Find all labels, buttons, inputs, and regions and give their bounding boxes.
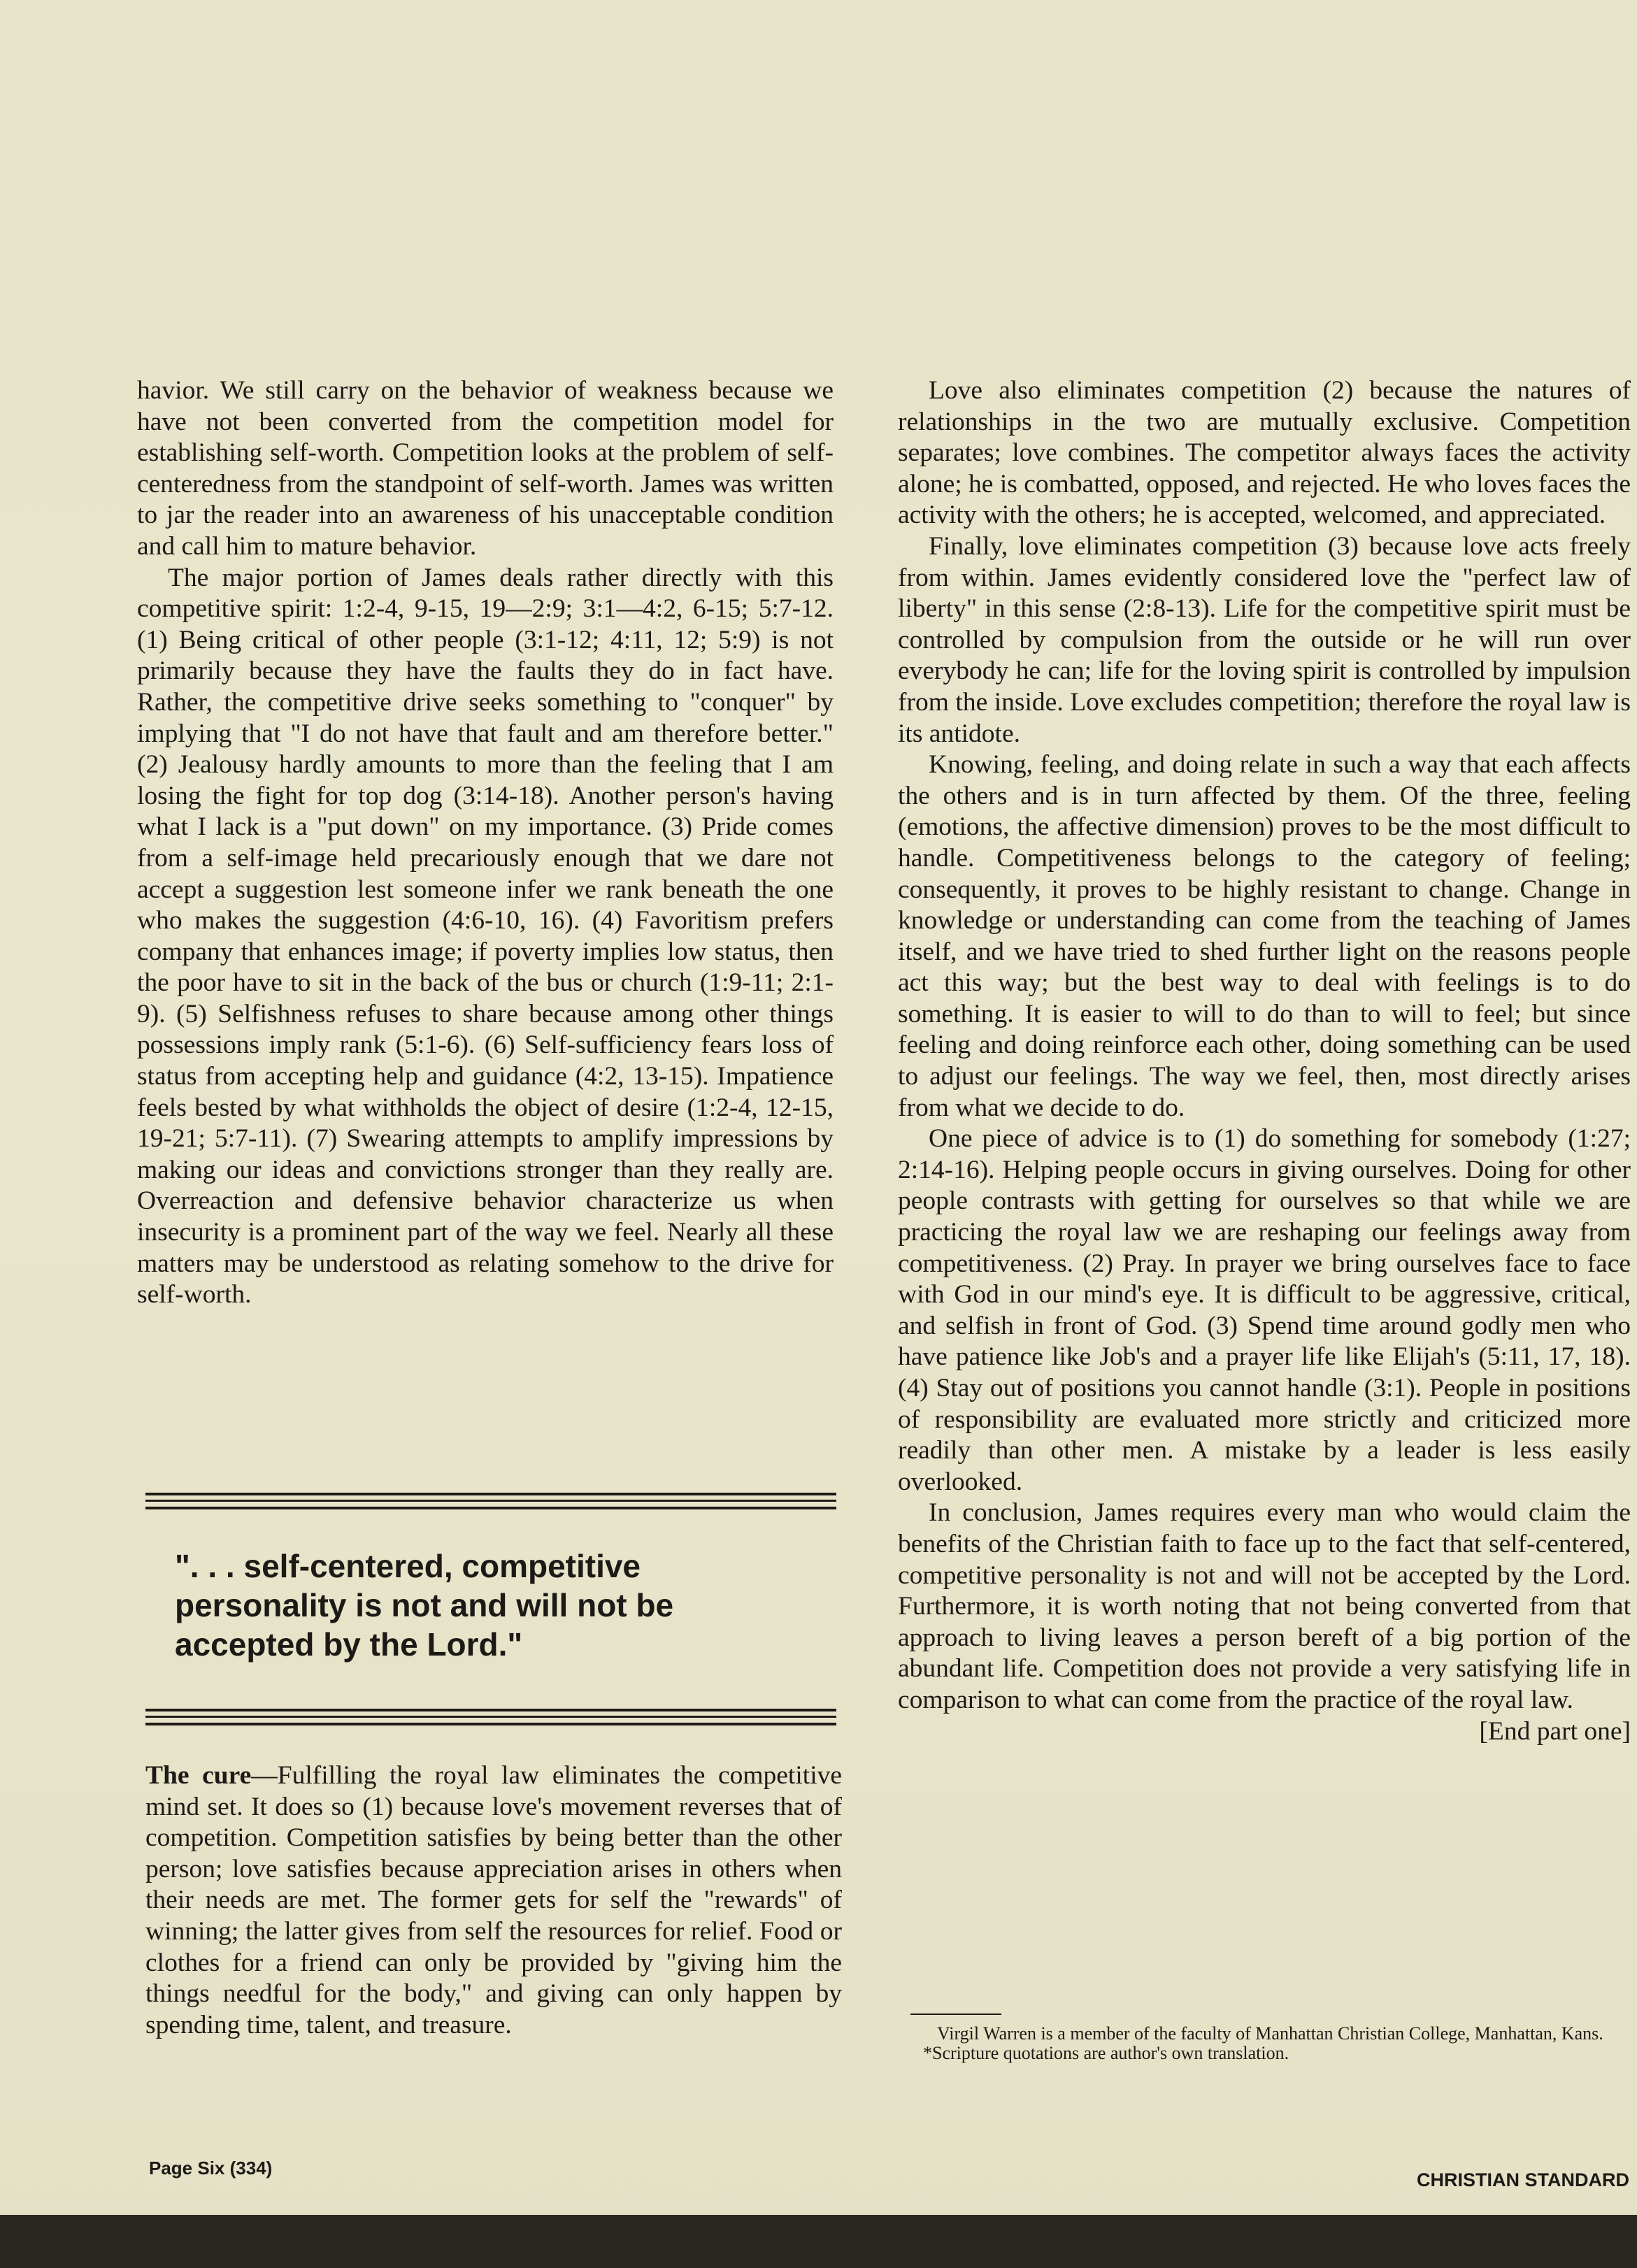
- pull-quote-top-rule: [145, 1493, 836, 1509]
- pull-quote-bottom-rule: [145, 1709, 836, 1725]
- cure-lead: The cure: [145, 1761, 252, 1790]
- footnote: [915, 2024, 1635, 2063]
- pull-quote: ". . . self-centered, competitive personality is not and will not be accepted by the Lord.": [175, 1548, 674, 1663]
- scripture-note: *Scripture quotations are author's own translation.: [923, 2043, 1289, 2063]
- page-number: Page Six (334): [149, 2158, 273, 2179]
- body-paragraph: One piece of advice is to (1) do something for somebody (1:27; 2:14-16). Helping people occurs in giving ourselves. Doing for other people contrasts with getting for ourselves so that while we are practicing the royal law we are reshaping our feelings away from competitiveness. (2) Pray. In prayer we bring ourselves face to face with God in our mind's eye. It is difficult to be aggressive, critical, and selfish in front of God. (3) Spend time around godly men who have patience like Job's and a prayer life like Elijah's (5:11, 17, 18). (4) Stay out of positions you cannot handle (3:1). People in positions of responsibility are evaluated more strictly and criticized more readily than other men. A mistake by a leader is less easily overlooked.: [898, 1124, 1631, 1496]
- right-column: [898, 375, 1631, 1747]
- body-paragraph: Finally, love eliminates competition (3) because love acts freely from within. James evidently considered love the "perfect law of liberty" in this sense (2:8-13). Life for the competitive spirit must be controlled by compulsion from the outside or he will run over everybody he can; life for the loving spirit is controlled by impulsion from the inside. Love excludes competition; therefore the royal law is its antidote.: [898, 531, 1631, 748]
- left-column: [137, 375, 834, 1311]
- cure-section: [145, 1760, 842, 2041]
- footnote-rule: [910, 2014, 1001, 2015]
- scan-edge: [0, 2215, 1637, 2268]
- publication-name: CHRISTIAN STANDARD: [1417, 2169, 1629, 2190]
- body-paragraph: The major portion of James deals rather directly with this competitive spirit: 1:2-4, 9-15, 19—2:9; 3:1—4:2, 6-15; 5:7-12. (1) Being critical of other people (3:1-12; 4:11, 12; 5:9) is not primarily because they have the faults they do in fact have. Rather, the competitive drive seeks something to "conquer" by implying that "I do not have that fault and am therefore better." (2) Jealousy hardly amounts to more than the feeling that I am losing the fight for top dog (3:14-18). Another person's having what I lack is a "put down" on my importance. (3) Pride comes from a self-image held precariously enough that we dare not accept a suggestion lest someone infer we rank beneath the one who makes the suggestion (4:6-10, 16). (4) Favoritism prefers company that enhances image; if poverty implies low status, then the poor have to sit in the back of the bus or church (1:9-11; 2:1-9). (5) Selfishness refuses to share because among other things possessions imply rank (5:1-6). (6) Self-sufficiency fears loss of status from accepting help and guidance (4:2, 13-15). Impatience feels bested by what withholds the object of desire (1:2-4, 12-15, 19-21; 5:7-11). (7) Swearing attempts to amplify impressions by making our ideas and convictions stronger than they really are. Overreaction and defensive behavior characterize us when insecurity is a prominent part of the way we feel. Nearly all these matters may be understood as relating somehow to the drive for self-worth.: [137, 563, 834, 1309]
- cure-paragraph: [145, 1760, 842, 2041]
- body-paragraph: [898, 1498, 1631, 1746]
- body-paragraph: Knowing, feeling, and doing relate in such a way that each affects the others and is in turn affected by them. Of the three, feeling (emotions, the affective dimension) proves to be the most difficult to handle. Competitiveness belongs to the category of feeling; consequently, it proves to be highly resistant to change. Change in knowledge or understanding can come from the teaching of James itself, and we have tried to shed further light on the reasons people act this way; but the best way to deal with feelings is to do something. It is easier to will to do than to will to feel; but since feeling and doing reinforce each other, doing something can be used to adjust our feelings. The way we feel, then, most directly arises from what we decide to do.: [898, 750, 1631, 1122]
- body-paragraph: Love also eliminates competition (2) because the natures of relationships in the two are mutually exclusive. Competition separates; love combines. The competitor always faces the activity alone; he is combatted, opposed, and rejected. He who loves faces the activity with the others; he is accepted, welcomed, and appreciated.: [898, 376, 1631, 530]
- cure-text: —Fulfilling the royal law eliminates the competitive mind set. It does so (1) because love's movement reverses that of competition. Competition satisfies by being better than the other person; love satisfies because appreciation arises in others when their needs are met. The former gets for self the "rewards" of winning; the latter gives from self the resources for relief. Food or clothes for a friend can only be provided by "giving him the things needful for the body," and giving can only happen by spending time, talent, and treasure.: [145, 1761, 843, 2039]
- body-paragraph: havior. We still carry on the behavior of weakness because we have not been converted from the competition model for establishing self-worth. Competition looks at the problem of self-centeredness from the standpoint of self-worth. James was written to jar the reader into an awareness of his unacceptable condition and call him to mature behavior.: [137, 376, 834, 561]
- author-note: Virgil Warren is a member of the faculty of Manhattan Christian College, Manhattan, Kans.: [937, 2023, 1603, 2044]
- conclusion-text: In conclusion, James requires every man who would claim the benefits of the Christian faith to face up to the fact that self-centered, competitive personality is not and will not be accepted by the Lord. Furthermore, it is worth noting that not being converted from that approach to living leaves a person bereft of a big portion of the abundant life. Competition does not provide a very satisfying life in comparison to what can come from the practice of the royal law.: [898, 1498, 1631, 1714]
- end-mark: [End part one]: [1479, 1716, 1631, 1746]
